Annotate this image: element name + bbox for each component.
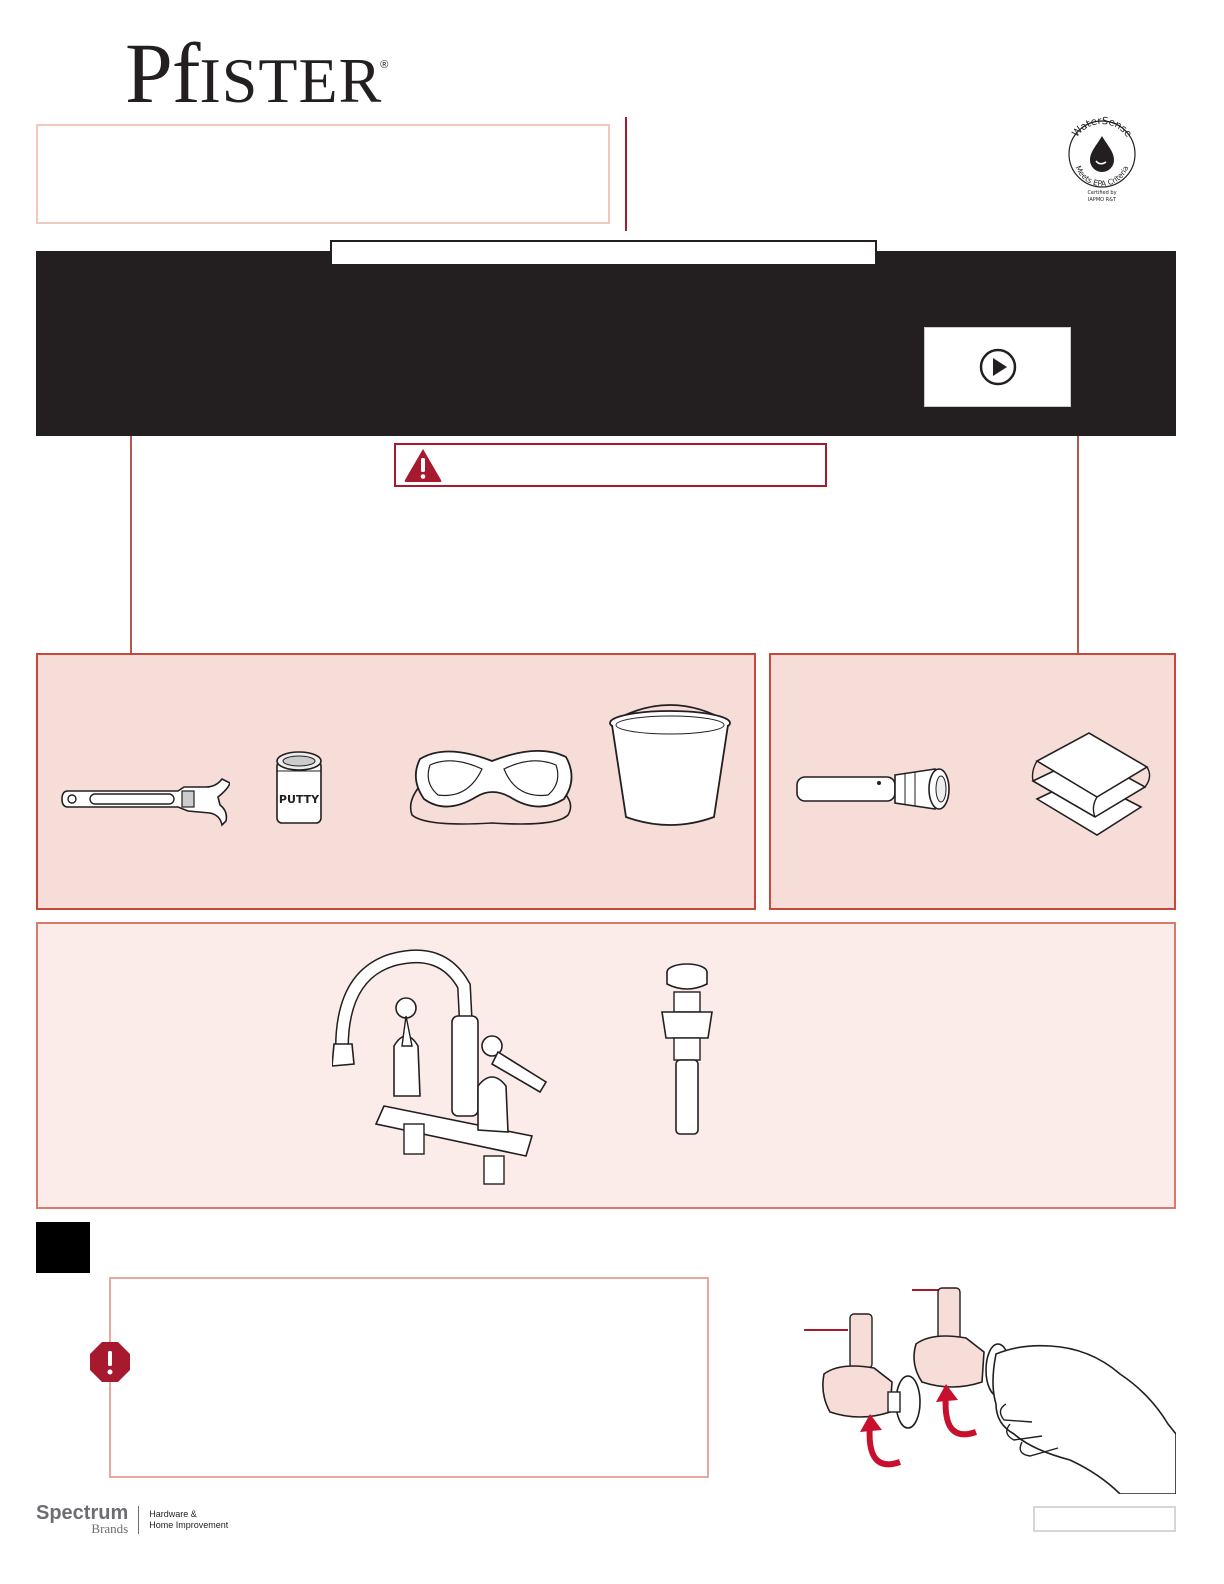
flashlight-icon xyxy=(795,765,953,813)
shut-off-valves-illustration xyxy=(800,1284,1176,1494)
banner-title-tab xyxy=(330,240,877,266)
extra-items-panel xyxy=(769,653,1176,910)
watersense-certified-by: Certified by xyxy=(1087,190,1117,196)
logo-rest: ISTER xyxy=(199,45,383,116)
pop-up-drain-icon xyxy=(656,962,718,1142)
warning-triangle-icon xyxy=(403,447,443,483)
brand-logo xyxy=(125,25,389,121)
bucket-icon xyxy=(604,701,736,833)
registered-mark: ® xyxy=(380,59,388,71)
putty-label: PUTTY xyxy=(278,793,320,806)
warning-box xyxy=(394,443,827,487)
logo-initial: Pf xyxy=(125,25,200,121)
adjustable-wrench-icon xyxy=(60,775,230,827)
footer-division-line1: Hardware & xyxy=(149,1509,197,1519)
watersense-tagline: Meets EPA Criteria xyxy=(1073,164,1131,189)
watersense-name: WaterSense xyxy=(1070,116,1134,140)
footer-division-line2: Home Improvement xyxy=(149,1520,229,1530)
step-number-marker xyxy=(36,1222,90,1273)
footer-company-sub: Brands xyxy=(91,1521,129,1536)
video-button[interactable] xyxy=(924,327,1071,407)
caution-octagon-icon xyxy=(89,1341,131,1383)
document-number-box xyxy=(1033,1506,1176,1532)
header-divider xyxy=(625,117,627,231)
step-instructions-box xyxy=(109,1277,709,1478)
footer-separator xyxy=(138,1506,139,1534)
watersense-badge xyxy=(1064,116,1140,206)
putty-jar-icon xyxy=(274,747,324,827)
parts-panel xyxy=(36,922,1176,1209)
tools-panel xyxy=(36,653,756,910)
connector-line-right xyxy=(1077,436,1079,654)
safety-goggles-icon xyxy=(406,739,578,831)
connector-line-left xyxy=(130,436,132,654)
towels-icon xyxy=(1027,727,1153,841)
footer-company-logo xyxy=(36,1504,228,1536)
play-icon xyxy=(978,347,1018,387)
watersense-certifier: IAPMO R&T xyxy=(1087,197,1117,203)
faucet-icon xyxy=(332,936,556,1186)
footer-company-name: Spectrum xyxy=(36,1502,129,1524)
model-number-box xyxy=(36,124,610,224)
